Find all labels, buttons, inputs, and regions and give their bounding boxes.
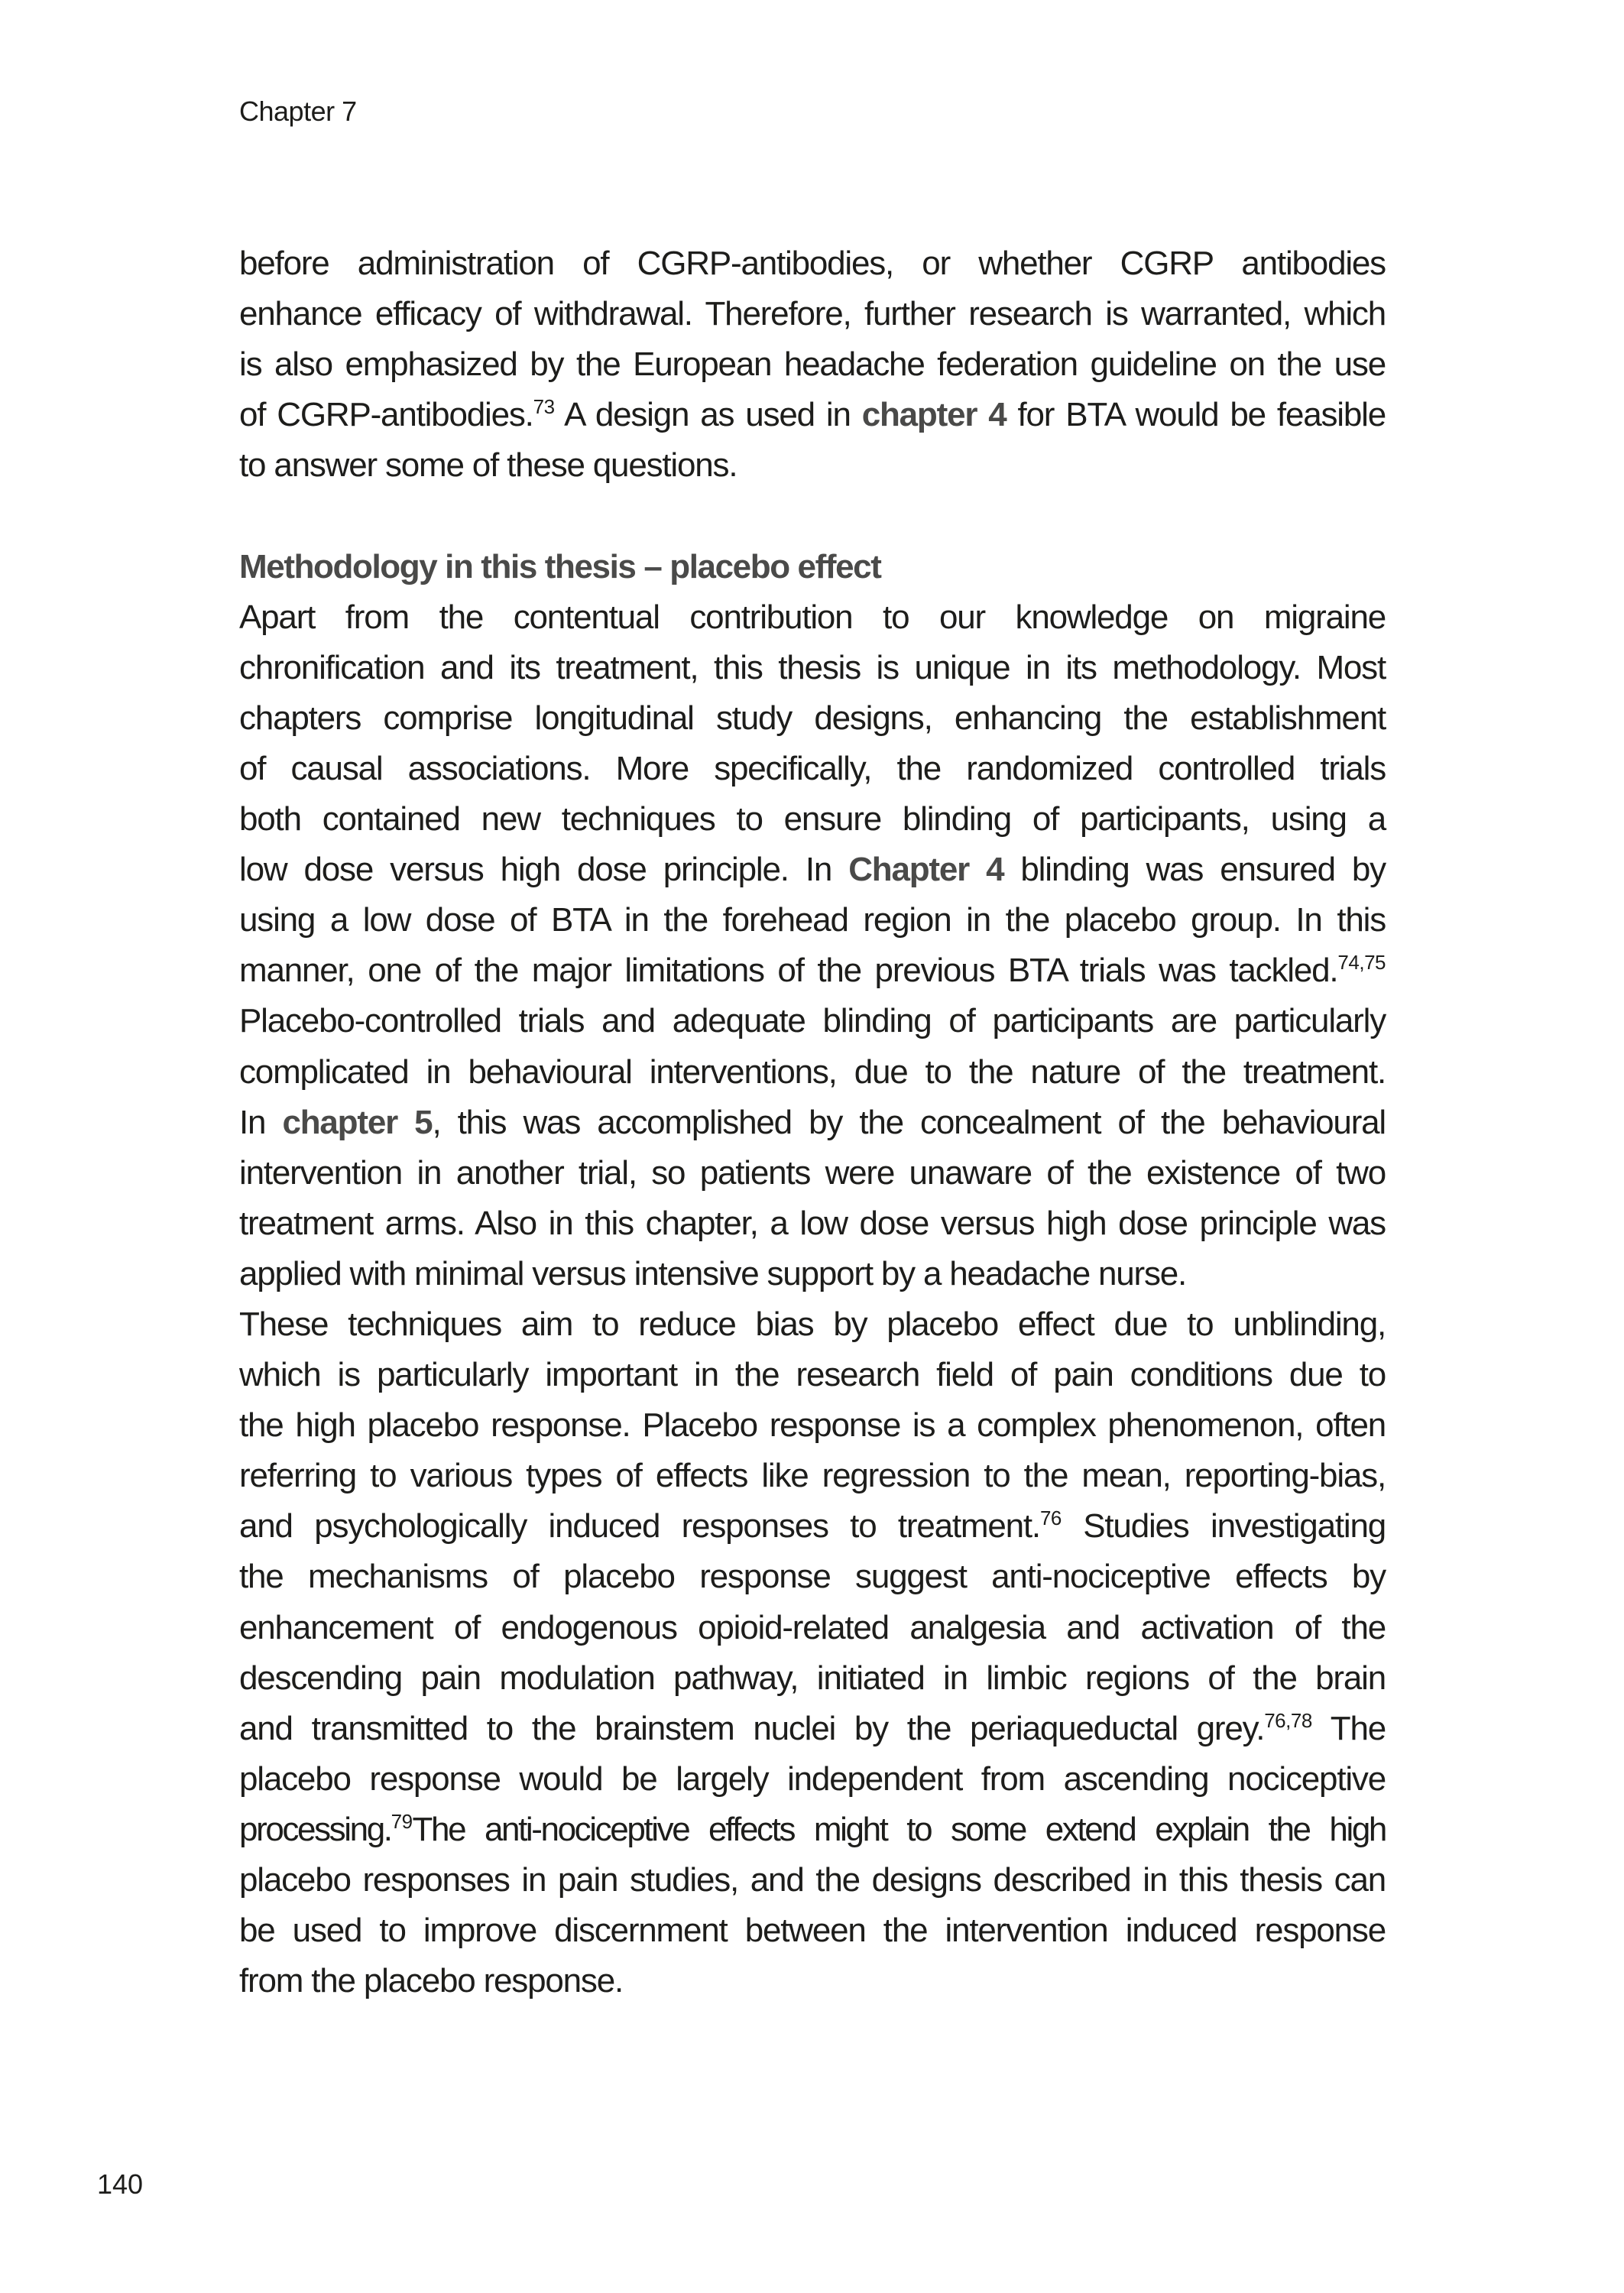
citation-superscript: 73	[533, 395, 555, 419]
paragraph-2	[239, 592, 1386, 1299]
paragraph-3	[239, 1299, 1386, 2006]
text-line: applied with minimal versus intensive support by a headache nurse.	[239, 1254, 1187, 1292]
text-line: the mechanisms of placebo response suggest anti-nociceptive effects by	[239, 1558, 1386, 1596]
text-line: Apart from the contentual contribution to our knowledge on migraine	[239, 598, 1386, 636]
text-line: intervention in another trial, so patients were unaware of the existence of two	[239, 1153, 1386, 1192]
citation-superscript: 76	[1039, 1507, 1062, 1530]
running-header-chapter: Chapter 7	[239, 96, 357, 127]
text-line: enhancement of endogenous opioid-related analgesia and activation of the	[239, 1608, 1386, 1646]
text-line: of causal associations. More specifically, the randomized controlled trials	[239, 749, 1386, 787]
text-line: both contained new techniques to ensure blinding of participants, using a	[239, 800, 1386, 838]
body-text	[239, 238, 1386, 2006]
text-line: processing.$^{79}$The anti-nociceptive effects might to some extend explain the high	[239, 1809, 1386, 1848]
chapter-reference: Chapter 4	[848, 851, 1004, 889]
text-line: chronification and its treatment, this thesis is unique in its methodology. Most	[239, 648, 1386, 686]
text-line: chapters comprise longitudinal study designs, enhancing the establishment	[239, 699, 1386, 737]
text-line: In chapter 5, this was accomplished by the concealment of the behavioural	[239, 1103, 1386, 1141]
text-line: Placebo-controlled trials and adequate blinding of participants are particularly	[239, 1002, 1386, 1040]
text-line: These techniques aim to reduce bias by placebo effect due to unblinding,	[239, 1305, 1386, 1343]
text-line: placebo response would be largely independent from ascending nociceptive	[239, 1759, 1386, 1798]
text-line: using a low dose of BTA in the forehead region in the placebo group. In this	[239, 901, 1386, 939]
citation-superscript: 74,75	[1337, 951, 1386, 975]
text-line: be used to improve discernment between the intervention induced response	[239, 1912, 1386, 1950]
text-line: before administration of CGRP-antibodies, or whether CGRP antibodies	[239, 245, 1386, 282]
text-line: and transmitted to the brainstem nuclei by the periaqueductal grey.$^{76,78}$ The	[239, 1708, 1386, 1747]
text-line: descending pain modulation pathway, initiated in limbic regions of the brain	[239, 1659, 1386, 1697]
chapter-reference: chapter 5	[282, 1103, 433, 1141]
text-line: treatment arms. Also in this chapter, a low dose versus high dose principle was	[239, 1204, 1386, 1242]
chapter-reference: chapter 4	[861, 396, 1006, 434]
text-line: which is particularly important in the research field of pain conditions due to	[239, 1356, 1386, 1394]
citation-superscript: 79	[391, 1809, 413, 1833]
text-line: manner, one of the major limitations of the previous BTA trials was tackled.$^{74,75}$	[239, 951, 1386, 990]
text-line: to answer some of these questions.	[239, 446, 737, 485]
text-line: enhance efficacy of withdrawal. Therefore, further research is warranted, which	[239, 295, 1386, 333]
text-line: from the placebo response.	[239, 1962, 623, 2000]
citation-superscript: 76,78	[1264, 1708, 1312, 1732]
text-line: is also emphasized by the European headache federation guideline on the use	[239, 345, 1386, 384]
text-line: referring to various types of effects like regression to the mean, reporting-bias,	[239, 1457, 1386, 1495]
paragraph-1	[239, 238, 1386, 491]
text-line: complicated in behavioural interventions, due to the nature of the treatment.	[239, 1052, 1386, 1091]
paragraph-spacer	[239, 491, 1386, 541]
section-heading: Methodology in this thesis – placebo effect	[239, 547, 881, 585]
text-line: placebo responses in pain studies, and the designs described in this thesis can	[239, 1861, 1386, 1899]
text-line: of CGRP-antibodies.$^{73}$ A design as used in chapter 4 for BTA would be feasible	[239, 395, 1386, 434]
text-line: the high placebo response. Placebo response is a complex phenomenon, often	[239, 1406, 1386, 1445]
page-number: 140	[97, 2168, 144, 2200]
text-line: low dose versus high dose principle. In Chapter 4 blinding was ensured by	[239, 851, 1386, 889]
text-line: and psychologically induced responses to treatment.$^{76}$ Studies investigating	[239, 1507, 1386, 1545]
